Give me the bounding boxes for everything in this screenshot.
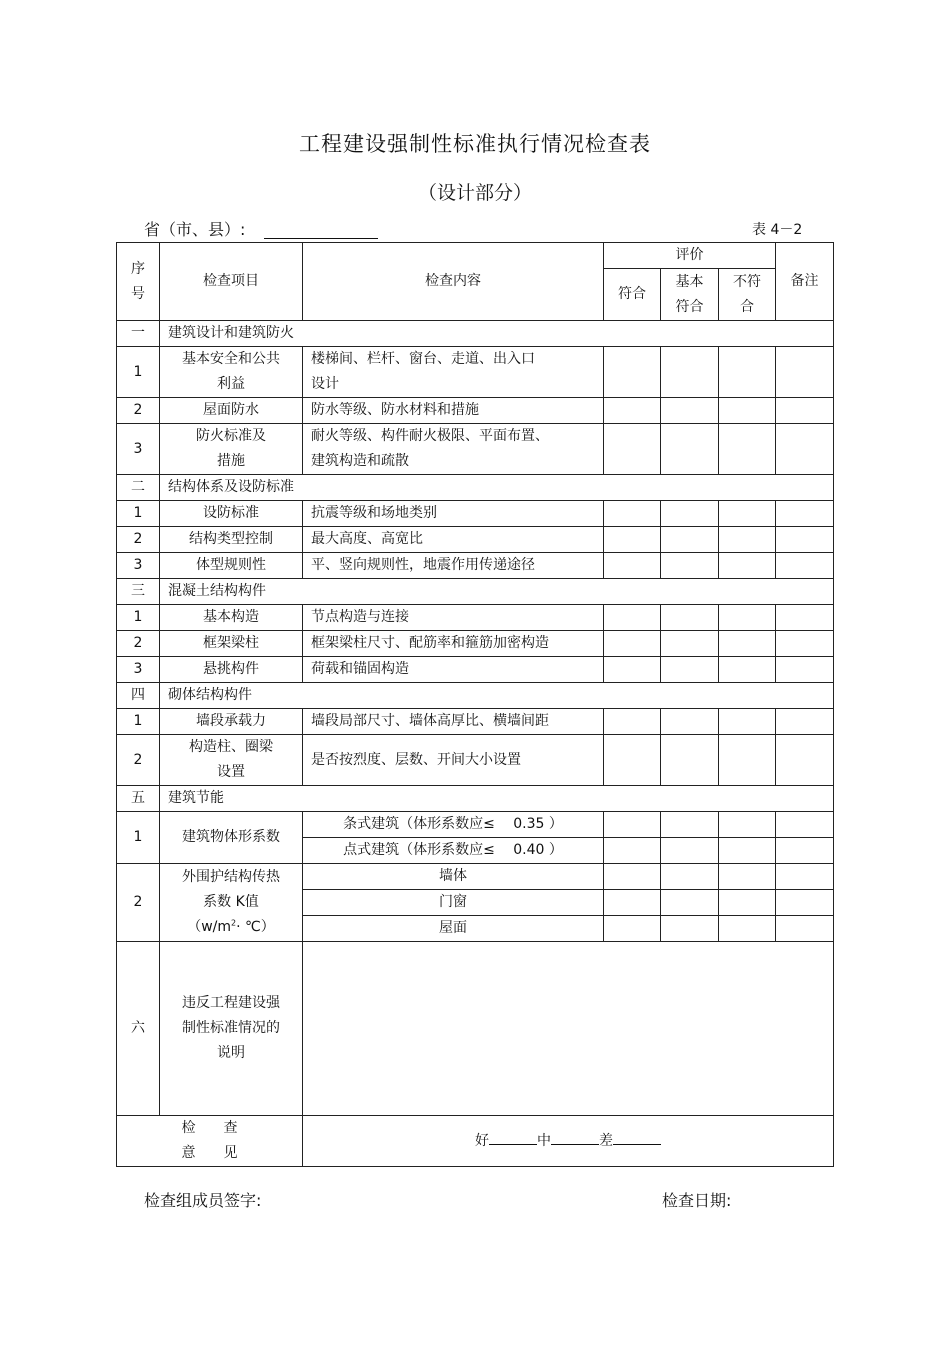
row-content: 抗震等级和场地类别 xyxy=(303,501,604,527)
cell-nonconform[interactable] xyxy=(719,605,776,631)
table-row xyxy=(117,709,834,735)
cell-basic-conform[interactable] xyxy=(661,347,719,398)
cell-remark[interactable] xyxy=(776,553,834,579)
opinion-row xyxy=(117,1116,834,1167)
row-content: 节点构造与连接 xyxy=(303,605,604,631)
table-row xyxy=(117,424,834,475)
cell-conform[interactable] xyxy=(604,553,661,579)
header-eval: 评价 xyxy=(604,243,776,269)
table-row xyxy=(117,347,834,398)
cell-remark[interactable] xyxy=(776,916,834,942)
table-row xyxy=(117,605,834,631)
cell-conform[interactable] xyxy=(604,347,661,398)
table-row xyxy=(117,631,834,657)
cell-remark[interactable] xyxy=(776,631,834,657)
row-content: 耐火等级、构件耐火极限、平面布置、 建筑构造和疏散 xyxy=(303,424,604,475)
cell-basic-conform[interactable] xyxy=(661,709,719,735)
header-nonconform: 不符 合 xyxy=(719,269,776,321)
table-row xyxy=(117,398,834,424)
cell-nonconform[interactable] xyxy=(719,838,776,864)
row-item: 框架梁柱 xyxy=(160,631,303,657)
header-conform: 符合 xyxy=(604,269,661,321)
section-number: 三 xyxy=(117,579,160,605)
row-seq: 2 xyxy=(117,735,160,786)
section-number: 四 xyxy=(117,683,160,709)
date-label: 检查日期: xyxy=(662,1191,732,1210)
cell-basic-conform[interactable] xyxy=(661,864,719,890)
cell-nonconform[interactable] xyxy=(719,812,776,838)
section-row xyxy=(117,683,834,709)
cell-conform[interactable] xyxy=(604,812,661,838)
opinion-label-line-2: 意 见 xyxy=(181,1145,238,1161)
cell-basic-conform[interactable] xyxy=(661,398,719,424)
cell-basic-conform[interactable] xyxy=(661,812,719,838)
cell-nonconform[interactable] xyxy=(719,890,776,916)
row-item: 屋面防水 xyxy=(160,398,303,424)
header-basic-conform: 基本 符合 xyxy=(661,269,719,321)
table-row xyxy=(117,553,834,579)
page-title: 工程建设强制性标准执行情况检查表 xyxy=(299,132,651,156)
row-content: 荷载和锚固构造 xyxy=(303,657,604,683)
row-seq: 1 xyxy=(117,812,160,864)
rating-poor-label: 差 xyxy=(599,1132,613,1149)
cell-remark[interactable] xyxy=(776,424,834,475)
table-row xyxy=(117,864,834,890)
row-seq: 1 xyxy=(117,501,160,527)
section-number: 五 xyxy=(117,786,160,812)
rating-poor-blank[interactable] xyxy=(613,1130,661,1145)
cell-basic-conform[interactable] xyxy=(661,527,719,553)
cell-basic-conform[interactable] xyxy=(661,631,719,657)
row-seq: 2 xyxy=(117,631,160,657)
signers-label: 检查组成员签字: xyxy=(144,1191,262,1210)
header-content: 检查内容 xyxy=(303,243,604,321)
cell-nonconform[interactable] xyxy=(719,735,776,786)
cell-conform[interactable] xyxy=(604,657,661,683)
cell-basic-conform[interactable] xyxy=(661,501,719,527)
violation-row xyxy=(117,942,834,1116)
header-seq: 序 号 xyxy=(117,243,160,321)
cell-basic-conform[interactable] xyxy=(661,890,719,916)
header-item: 检查项目 xyxy=(160,243,303,321)
cell-nonconform[interactable] xyxy=(719,631,776,657)
inspection-table xyxy=(116,242,834,1167)
cell-nonconform[interactable] xyxy=(719,398,776,424)
province-label: 省（市、县）: xyxy=(144,220,246,239)
form-number: 表 4－2 xyxy=(752,222,803,238)
table-row xyxy=(117,657,834,683)
row-content: 框架梁柱尺寸、配筋率和箍筋加密构造 xyxy=(303,631,604,657)
violation-number: 六 xyxy=(117,942,160,1116)
row-content: 墙体 xyxy=(303,864,604,890)
row-item: 基本安全和公共 利益 xyxy=(160,347,303,398)
table-row xyxy=(117,812,834,838)
row-item: 防火标准及 措施 xyxy=(160,424,303,475)
cell-basic-conform[interactable] xyxy=(661,916,719,942)
section-title: 混凝土结构构件 xyxy=(160,579,834,605)
row-seq: 3 xyxy=(117,657,160,683)
cell-nonconform[interactable] xyxy=(719,347,776,398)
row-seq: 3 xyxy=(117,553,160,579)
cell-remark[interactable] xyxy=(776,527,834,553)
section-row xyxy=(117,475,834,501)
table-row xyxy=(117,735,834,786)
row-seq: 1 xyxy=(117,605,160,631)
section-row xyxy=(117,321,834,347)
row-item-text: 外围护结构传热 系数 K值 （w/m xyxy=(182,869,280,935)
cell-remark[interactable] xyxy=(776,735,834,786)
row-content: 门窗 xyxy=(303,890,604,916)
row-seq: 2 xyxy=(117,398,160,424)
cell-remark[interactable] xyxy=(776,864,834,890)
opinion-rating[interactable] xyxy=(303,1116,834,1167)
cell-conform[interactable] xyxy=(604,709,661,735)
opinion-label xyxy=(117,1116,303,1167)
row-seq: 2 xyxy=(117,864,160,942)
cell-remark[interactable] xyxy=(776,398,834,424)
cell-basic-conform[interactable] xyxy=(661,838,719,864)
cell-nonconform[interactable] xyxy=(719,424,776,475)
row-seq: 1 xyxy=(117,347,160,398)
cell-conform[interactable] xyxy=(604,631,661,657)
row-content: 屋面 xyxy=(303,916,604,942)
row-seq: 3 xyxy=(117,424,160,475)
page-subtitle: （设计部分） xyxy=(417,182,532,204)
cell-conform[interactable] xyxy=(604,890,661,916)
row-item: 体型规则性 xyxy=(160,553,303,579)
section-number: 二 xyxy=(117,475,160,501)
row-content: 点式建筑（体形系数应≤ 0.40 ） xyxy=(303,838,604,864)
rating-medium-label: 中 xyxy=(537,1132,551,1149)
cell-nonconform[interactable] xyxy=(719,527,776,553)
row-content: 防水等级、防水材料和措施 xyxy=(303,398,604,424)
section-title: 砌体结构构件 xyxy=(160,683,834,709)
cell-basic-conform[interactable] xyxy=(661,605,719,631)
row-item: 悬挑构件 xyxy=(160,657,303,683)
violation-label: 违反工程建设强 制性标准情况的 说明 xyxy=(160,942,303,1116)
cell-basic-conform[interactable] xyxy=(661,657,719,683)
cell-nonconform[interactable] xyxy=(719,553,776,579)
cell-conform[interactable] xyxy=(604,605,661,631)
cell-conform[interactable] xyxy=(604,735,661,786)
row-item: 建筑物体形系数 xyxy=(160,812,303,864)
cell-nonconform[interactable] xyxy=(719,501,776,527)
row-item-superscript: 2 xyxy=(231,918,237,928)
section-row xyxy=(117,786,834,812)
table-row xyxy=(117,527,834,553)
cell-remark[interactable] xyxy=(776,838,834,864)
row-item-text-end: · ℃） xyxy=(236,919,275,935)
row-item: 构造柱、圈梁 设置 xyxy=(160,735,303,786)
violation-description-area[interactable] xyxy=(303,942,834,1116)
cell-nonconform[interactable] xyxy=(719,657,776,683)
section-title: 建筑节能 xyxy=(160,786,834,812)
section-row xyxy=(117,579,834,605)
row-seq: 1 xyxy=(117,709,160,735)
cell-basic-conform[interactable] xyxy=(661,424,719,475)
header-remark: 备注 xyxy=(776,243,834,321)
cell-remark[interactable] xyxy=(776,605,834,631)
cell-nonconform[interactable] xyxy=(719,709,776,735)
row-item: 墙段承载力 xyxy=(160,709,303,735)
row-content: 平、竖向规则性，地震作用传递途径 xyxy=(303,553,604,579)
row-item: 基本构造 xyxy=(160,605,303,631)
cell-conform[interactable] xyxy=(604,398,661,424)
section-title: 结构体系及设防标准 xyxy=(160,475,834,501)
rating-good-blank[interactable] xyxy=(489,1130,537,1145)
cell-conform[interactable] xyxy=(604,527,661,553)
cell-basic-conform[interactable] xyxy=(661,553,719,579)
cell-remark[interactable] xyxy=(776,347,834,398)
rating-medium-blank[interactable] xyxy=(551,1130,599,1145)
cell-remark[interactable] xyxy=(776,501,834,527)
cell-nonconform[interactable] xyxy=(719,916,776,942)
cell-conform[interactable] xyxy=(604,864,661,890)
rating-good-label: 好 xyxy=(475,1132,489,1149)
cell-conform[interactable] xyxy=(604,916,661,942)
row-content: 是否按烈度、层数、开间大小设置 xyxy=(303,735,604,786)
row-item xyxy=(160,864,303,942)
row-seq: 2 xyxy=(117,527,160,553)
row-item: 结构类型控制 xyxy=(160,527,303,553)
row-content: 楼梯间、栏杆、窗台、走道、出入口 设计 xyxy=(303,347,604,398)
cell-remark[interactable] xyxy=(776,812,834,838)
cell-conform[interactable] xyxy=(604,838,661,864)
cell-remark[interactable] xyxy=(776,890,834,916)
cell-remark[interactable] xyxy=(776,709,834,735)
row-content: 墙段局部尺寸、墙体高厚比、横墙间距 xyxy=(303,709,604,735)
cell-basic-conform[interactable] xyxy=(661,735,719,786)
cell-remark[interactable] xyxy=(776,657,834,683)
cell-nonconform[interactable] xyxy=(719,864,776,890)
section-number: 一 xyxy=(117,321,160,347)
row-content: 条式建筑（体形系数应≤ 0.35 ） xyxy=(303,812,604,838)
table-row xyxy=(117,501,834,527)
cell-conform[interactable] xyxy=(604,424,661,475)
opinion-label-line-1: 检 查 xyxy=(181,1120,238,1136)
section-title: 建筑设计和建筑防火 xyxy=(160,321,834,347)
row-content: 最大高度、高宽比 xyxy=(303,527,604,553)
row-item: 设防标准 xyxy=(160,501,303,527)
province-fill-line[interactable] xyxy=(264,238,378,239)
cell-conform[interactable] xyxy=(604,501,661,527)
